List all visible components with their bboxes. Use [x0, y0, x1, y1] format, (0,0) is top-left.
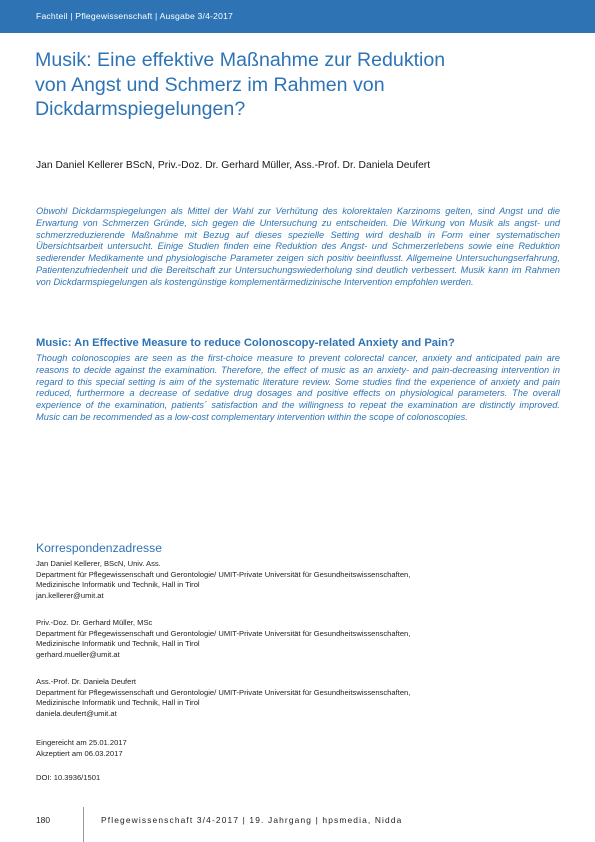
contact-department: Department für Pflegewissenschaft und Gerontologie/ UMIT-Private Universität für Gesundheitswissenschaften,	[36, 687, 411, 697]
correspondence-contact-1	[36, 559, 576, 601]
correspondence-heading: Korrespondenzadresse	[36, 541, 163, 555]
correspondence-contact-3	[36, 677, 576, 719]
contact-institution: Medizinische Informatik und Technik, Hall in Tirol	[36, 639, 200, 649]
contact-institution: Medizinische Informatik und Technik, Hall in Tirol	[36, 698, 200, 708]
contact-institution: Medizinische Informatik und Technik, Hall in Tirol	[36, 580, 200, 590]
contact-name: Priv.-Doz. Dr. Gerhard Müller, MSc	[36, 618, 153, 627]
running-head: Fachteil | Pflegewissenschaft | Ausgabe 3/4-2017	[36, 11, 234, 21]
doi: DOI: 10.3936/1501	[36, 773, 101, 782]
contact-department: Department für Pflegewissenschaft und Gerontologie/ UMIT-Private Universität für Gesundheitswissenschaften,	[36, 628, 411, 638]
abstract-german: Obwohl Dickdarmspiegelungen als Mittel der Wahl zur Verhütung des kolorektalen Karzinoms gelten, sind Angst und die Erwartung von Schmerzen Gründe, sich gegen die Untersuchung zu entscheiden. Die Wirkung von Musik als angst- und schmerzreduzierende Maßnahme mit Bezug auf dieses spezielle Setting wird deshalb in Form einer systematischen Übersichtsarbeit untersucht. Einige Studien finden eine Reduktion des Angst- und Schmerzerlebens sowie eine Reduktion sedierender Medikamente und physiologische Parameter zeigen sich positiv beeinflusst. Allgemeine Untersuchungserfahrung, Patientenzufriedenheit und die Bereitschaft zur Untersuchungswiederholung sind deutlich verbessert. Musik kann im Rahmen von Dickdarmspiegelungen als kostengünstige komplementärmedizinische Intervention empfohlen werden.	[36, 206, 560, 287]
abstract-english-title: Music: An Effective Measure to reduce Colonoscopy-related Anxiety and Pain?	[36, 337, 455, 349]
contact-email[interactable]: gerhard.mueller@umit.at	[36, 649, 120, 659]
footer-divider	[83, 807, 84, 842]
submitted-date: Eingereicht am 25.01.2017	[36, 738, 127, 747]
contact-department: Department für Pflegewissenschaft und Gerontologie/ UMIT-Private Universität für Gesundheitswissenschaften,	[36, 569, 411, 579]
contact-name: Jan Daniel Kellerer, BScN, Univ. Ass.	[36, 559, 161, 568]
abstract-english: Though colonoscopies are seen as the first-choice measure to prevent colorectal cancer, anxiety and anticipated pain are reasons to decide against the examination. Therefore, the effect of music as an anxiety- and pain-decreasing intervention in regard to this special setting is aim of the systematic literature review. Some studies find the experience of anxiety and pain reduced, furthermore a decrease of sedative drug dosages and positive effects on physiological parameters. The overall experience of the examination, patients´ satisfaction and the willingness to repeat the examination are distinctly improved. Music can be recommended as a low-cost complementary intervention within the scope of colonoscopies.	[36, 353, 560, 422]
page-number: 180	[36, 815, 50, 825]
footer-text: Pflegewissenschaft 3/4-2017 | 19. Jahrgang | hpsmedia, Nidda	[101, 815, 403, 825]
contact-email[interactable]: jan.kellerer@umit.at	[36, 590, 104, 600]
article-title: Musik: Eine effektive Maßnahme zur Reduktion von Angst und Schmerz im Rahmen von Dickdarmspiegelungen?	[35, 49, 446, 120]
running-head-bar	[0, 0, 595, 33]
contact-name: Ass.-Prof. Dr. Daniela Deufert	[36, 677, 137, 686]
correspondence-contact-2	[36, 618, 576, 660]
author-line: Jan Daniel Kellerer BScN, Priv.-Doz. Dr. Gerhard Müller, Ass.-Prof. Dr. Daniela Deufert	[36, 160, 431, 171]
accepted-date: Akzeptiert am 06.03.2017	[36, 748, 123, 758]
submission-dates	[36, 738, 336, 759]
contact-email[interactable]: daniela.deufert@umit.at	[36, 708, 117, 718]
